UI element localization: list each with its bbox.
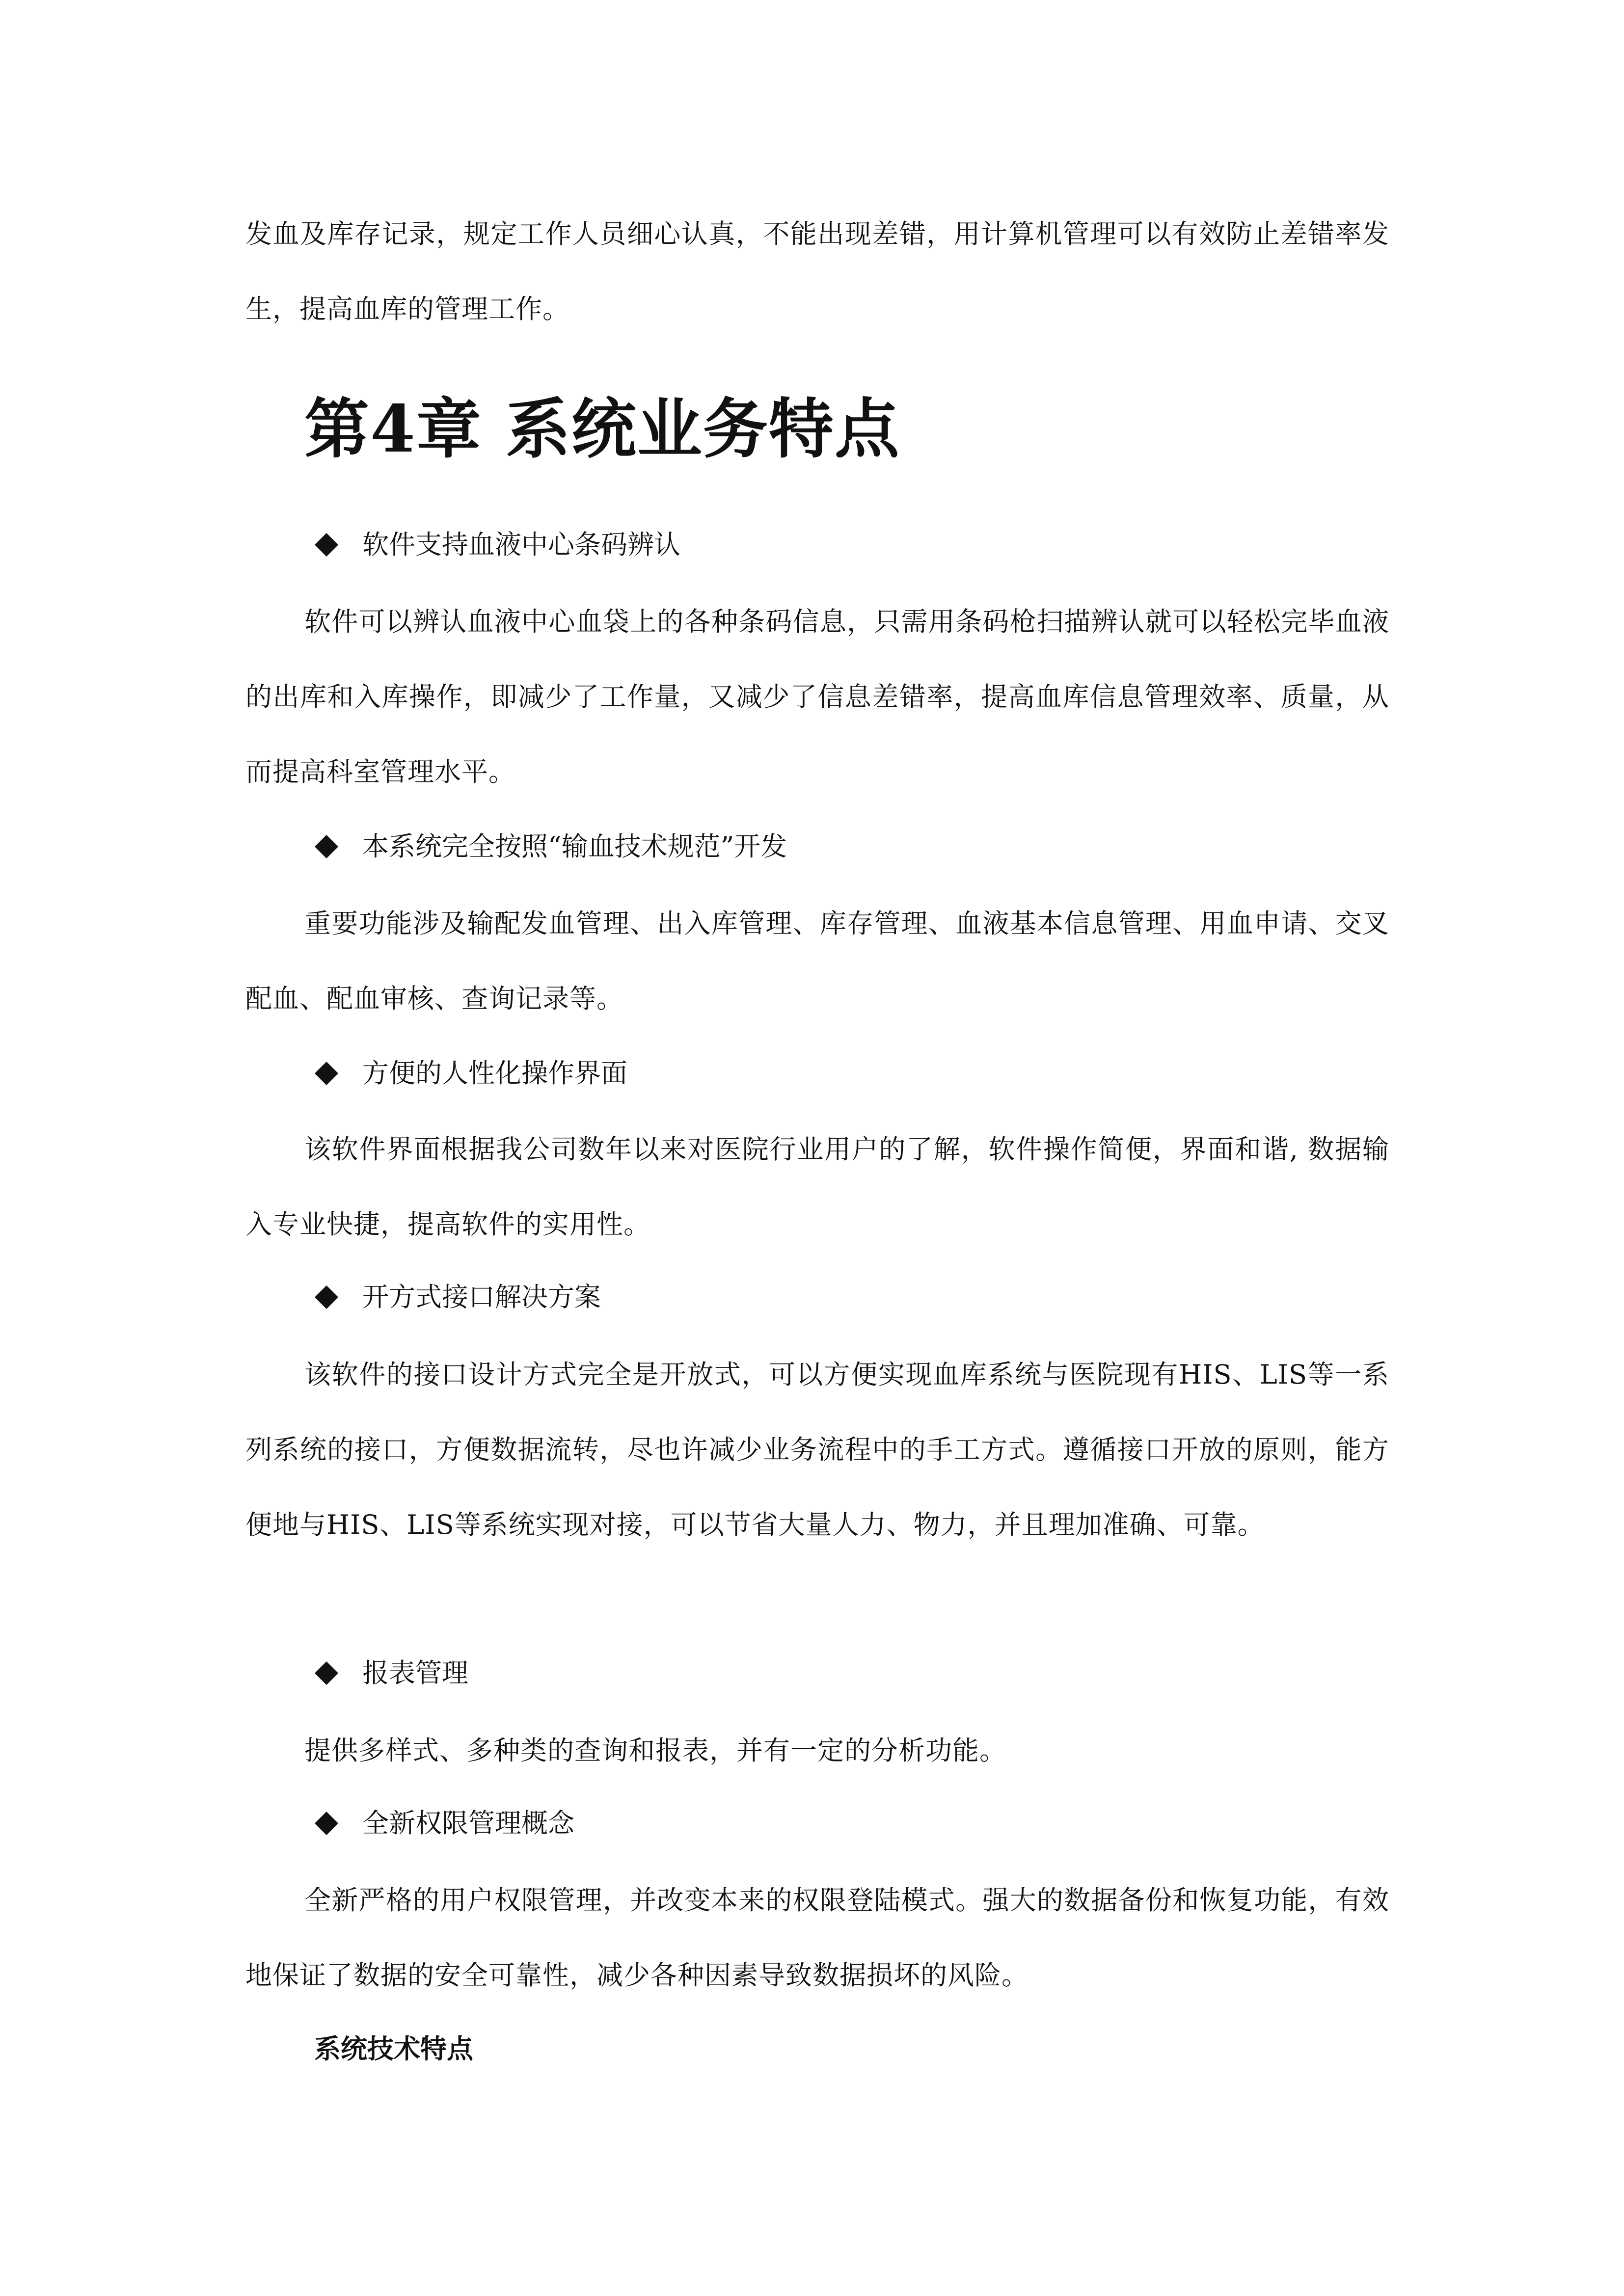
section-heading-label: 方便的人性化操作界面 xyxy=(362,1058,627,1089)
section-body-reports: 提供多样式、多种类的查询和报表，并有一定的分析功能。 xyxy=(304,1735,1006,1766)
section-body-permissions: 全新严格的用户权限管理，并改变本来的权限登陆模式。强大的数据备份和恢复功能，有效地保证了数据的安全可靠性，减少各种因素导致数据损坏的风险。 xyxy=(245,1885,1389,1991)
section-heading-label: 软件支持血液中心条码辨认 xyxy=(362,529,680,560)
section-heading-label: 全新权限管理概念 xyxy=(362,1808,574,1839)
diamond-bullet-icon xyxy=(315,835,338,858)
section-heading-interface xyxy=(314,1054,627,1093)
section-body-interface: 该软件界面根据我公司数年以来对医院行业用户的了解，软件操作简便，界面和谐, 数据输入专业快捷，提高软件的实用性。 xyxy=(245,1134,1389,1240)
diamond-bullet-icon xyxy=(315,1661,338,1685)
chapter-title: 第4章 系统业务特点 xyxy=(304,391,900,467)
subheading-tech-features: 系统技术特点 xyxy=(314,2033,473,2064)
section-heading-standard xyxy=(314,827,787,866)
section-body-standard: 重要功能涉及输配发血管理、出入库管理、库存管理、血液基本信息管理、用血申请、交叉配血、配血审核、查询记录等。 xyxy=(245,908,1389,1014)
section-heading-reports xyxy=(314,1654,468,1693)
section-heading-barcode xyxy=(314,525,680,564)
diamond-bullet-icon xyxy=(315,1285,338,1309)
section-body-barcode: 软件可以辨认血液中心血袋上的各种条码信息，只需用条码枪扫描辨认就可以轻松完毕血液的出库和入库操作，即减少了工作量，又减少了信息差错率，提高血库信息管理效率、质量，从而提高科室管理水平。 xyxy=(245,606,1389,787)
section-heading-permissions xyxy=(314,1804,574,1843)
section-heading-label: 开方式接口解决方案 xyxy=(362,1281,601,1312)
section-heading-label: 报表管理 xyxy=(362,1657,468,1688)
section-heading-label: 本系统完全按照“输血技术规范”开发 xyxy=(362,831,787,862)
diamond-bullet-icon xyxy=(315,1812,338,1835)
intro-paragraph: 发血及库存记录，规定工作人员细心认真，不能出现差错，用计算机管理可以有效防止差错率发生，提高血库的管理工作。 xyxy=(245,218,1389,324)
diamond-bullet-icon xyxy=(315,1062,338,1085)
diamond-bullet-icon xyxy=(315,533,338,557)
section-body-open-api: 该软件的接口设计方式完全是开放式，可以方便实现血库系统与医院现有HIS、LIS等一系列系统的接口，方便数据流转，尽也许减少业务流程中的手工方式。遵循接口开放的原则，能方便地与HIS、LIS等系统实现对接，可以节省大量人力、物力，并且理加准确、可靠。 xyxy=(245,1359,1389,1540)
section-heading-open-api xyxy=(314,1278,601,1317)
